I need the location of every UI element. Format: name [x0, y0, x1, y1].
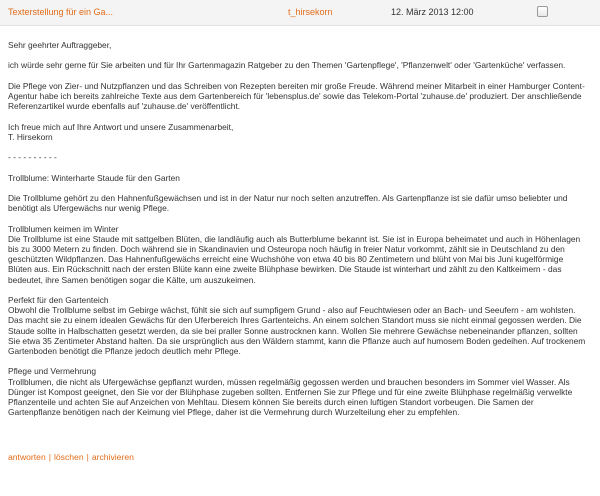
message-header	[0, 0, 600, 26]
archive-link[interactable]: archivieren	[91, 452, 134, 462]
action-separator: |	[86, 452, 89, 462]
article-lead: Die Trollblume gehört zu den Hahnenfußgewächsen und ist in der Natur nur noch selten anzutreffen. Als Gartenpflanze ist sie dafür umso beliebter und benötigt als Ufergewächs nur wenig Pflege.	[8, 192, 568, 214]
article-section-keimen: Trollblumen keimen im Winter Die Trollblume ist eine Staude mit sattgelben Blüten, die landläufig auch als Butterblume bekannt ist. Sie ist in Europa beheimatet und auch in Höhenlagen bis zu 3000 Metern zu finden. Doch während sie in Skandinavien und Osteuropa noch häufig in freier Natur vorkommt, zählt sie in Deutschland zu den geschützten Wildpflanzen. Das Hahnenfußgewächs erreicht eine Wuchshöhe von etwa 40 bis 80 Zentimetern und blüht von Mai bis Juni kugelförmige Blüten aus. Ein Rückschnitt nach der ersten Blüte kann eine zweite Blühphase bewirken. Die Staude ist winterhart und zählt zu den Kaltkeimern - das bedeutet, ihre Samen benötigen sogar die Kälte, um auszukeimen.	[8, 223, 581, 285]
message-actions	[8, 452, 134, 462]
closing-signature: Ich freue mich auf Ihre Antwort und unsere Zusammenarbeit, T. Hirsekorn	[8, 121, 234, 142]
article-title: Trollblume: Winterharte Staude für den Garten	[8, 172, 180, 183]
experience-paragraph: Die Pflege von Zier- und Nutzpflanzen und das Schreiben von Rezepten bereiten mir große Freude. Während meiner Mitarbeit in einer Hamburger Content-Agentur habe ich bereits zahlreiche Texte aus dem Gartenbereich für 'lebensplus.de' sowie das Telekom-Portal 'zuhause.de' produziert. Der anschließende Referenzartikel wurde ebenfalls auf 'zuhause.de' veröffentlicht.	[8, 80, 585, 112]
article-section-gartenteich: Perfekt für den Gartenteich Obwohl die Trollblume selbst im Gebirge wächst, fühlt sie sich auf sumpfigem Grund - also auf Feuchtwiesen oder an Bach- und Seeufern - am wohlsten. Das macht sie zu einem idealen Gewächs für den Uferbereich Ihres Gartenteichs. An einem solchen Standort muss sie nicht einmal gegossen werden. Die Staude sollte in Halbschatten gesetzt werden, da sie bei praller Sonne austrocknen kann. Wollen Sie mehrere Gewächse nebeneinander pflanzen, sollten Sie etwa 35 Zentimeter Abstand halten. Da sie ursprünglich aus den Wäldern stammt, kann die Pflanze auch auf humosem Boden gedeihen. Auf trockenem Gartenboden benötigt die Pflanze jedoch deutlich mehr Pflege.	[8, 294, 586, 356]
article-section-pflege: Pflege und Vermehrung Trollblumen, die nicht als Ufergewächse gepflanzt wurden, müssen regelmäßig gegossen werden und brauchen besonders im Sommer viel Wasser. Als Dünger ist Kompost geeignet, den Sie vor der Blühphase zugeben sollten. Entfernen Sie zur Pflege und für eine zweite Blühphase regelmäßig verwelkte Pflanzenteile und achten Sie auf Anzeichen von Mehltau. Diesem können Sie bereits durch einen luftigen Standort vorbeugen. Die Samen der Gartenpflanze benötigen nach der Keimung viel Pflege, daher ist die Vermehrung durch Wurzelteilung eher zu empfehlen.	[8, 366, 573, 418]
intro-paragraph: ich würde sehr gerne für Sie arbeiten und für Ihr Gartenmagazin Ratgeber zu den Themen 'Gartenpflege', 'Pflanzenwelt' oder 'Gartenküche' verfassen.	[8, 60, 566, 71]
message-subject-link[interactable]: Texterstellung für ein Ga...	[8, 7, 114, 17]
action-separator: |	[48, 452, 51, 462]
message-date: 12. März 2013 12:00	[391, 7, 474, 17]
reply-link[interactable]: antworten	[8, 452, 46, 462]
delete-link[interactable]: löschen	[53, 452, 84, 462]
greeting: Sehr geehrter Auftraggeber,	[8, 40, 112, 50]
select-message-checkbox[interactable]	[537, 6, 548, 17]
message-author-link[interactable]: t_hirsekorn	[288, 7, 333, 17]
message-body	[8, 40, 588, 428]
separator-line: - - - - - - - - - -	[8, 152, 57, 163]
